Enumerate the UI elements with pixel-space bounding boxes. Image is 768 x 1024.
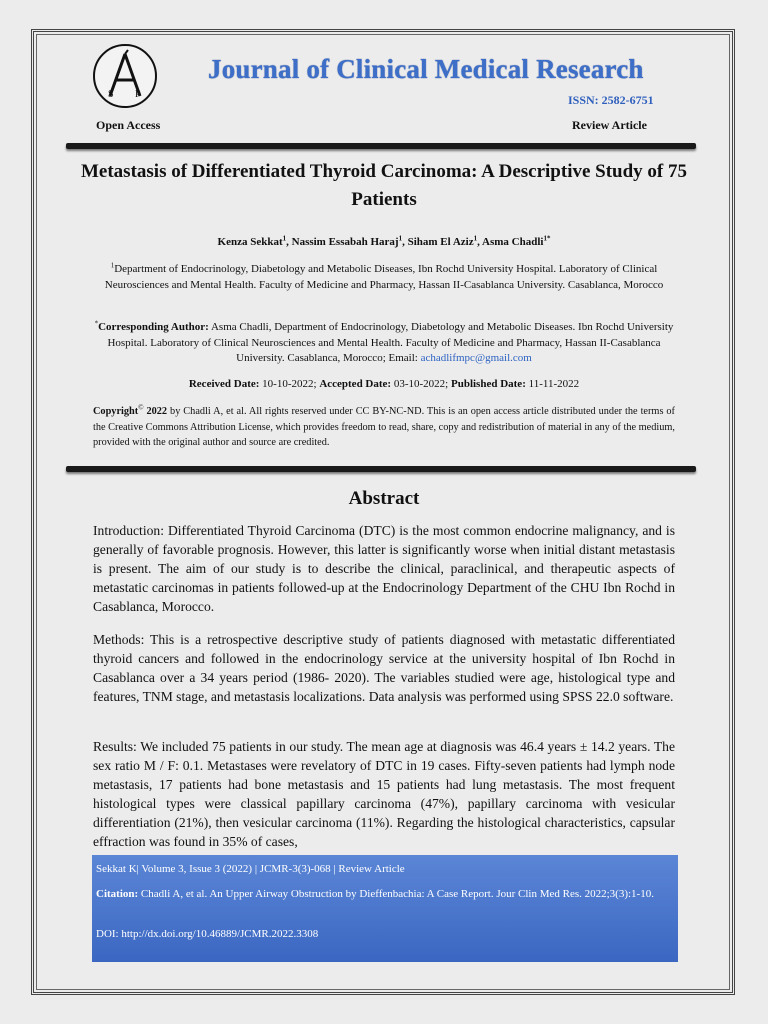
author-name: Asma Chadli bbox=[482, 236, 544, 248]
author-list: Kenza Sekkat$^1$, Nassim Essabah Haraj$^1$, Siham El Aziz$^1$, Asma Chadli$^{1*}$ bbox=[217, 234, 551, 248]
author-affiliation-mark: 1 bbox=[398, 234, 403, 243]
received-date: 10-10-2022; bbox=[259, 378, 320, 390]
journal-logo bbox=[93, 44, 157, 108]
copyright-label: Copyright bbox=[93, 406, 139, 417]
footer-citation bbox=[96, 887, 674, 902]
svg-text:P: P bbox=[135, 89, 141, 100]
accepted-label: Accepted Date: bbox=[319, 378, 392, 390]
published-date: 11-11-2022 bbox=[525, 378, 580, 390]
citation-text: Chadli A, et al. An Upper Airway Obstruction by Dieffenbachia: A Case Report. Jour Clin Med Res. 2022;3(3):1-10. bbox=[138, 888, 654, 900]
published-label: Published Date: bbox=[450, 378, 526, 390]
corresponding-label: Corresponding Author: bbox=[98, 321, 209, 333]
article-dates bbox=[80, 378, 688, 390]
header-divider bbox=[66, 143, 696, 149]
journal-title: Journal of Clinical Medical Research bbox=[208, 54, 644, 84]
svg-text:S: S bbox=[108, 89, 114, 100]
citation-footer bbox=[92, 855, 678, 962]
affiliation-text: Department of Endocrinology, Diabetology and Metabolic Diseases, Ibn Rochd University Hospital. Laboratory of Clinical Neurosciences and Mental Health. Faculty of Medicine and Pharmacy, Hassan II-Casablanca University. Casablanca, Morocco bbox=[104, 263, 664, 291]
received-label: Received Date: bbox=[188, 378, 260, 390]
footer-volume-line: Sekkat K| Volume 3, Issue 3 (2022) | JCMR-3(3)-068 | Review Article bbox=[96, 863, 405, 875]
affiliation bbox=[92, 262, 676, 293]
abstract-introduction: Introduction: Differentiated Thyroid Carcinoma (DTC) is the most common endocrine malignancy, and is generally of favorable prognosis. However, this latter is significantly worse when initial distant metastasis is present. The aim of our study is to describe the clinical, paraclinical, and therapeutic aspects of metastatic carcinomas in patients followed-up at the Endocrinology Department of the CHU Ibn Rochd in Casablanca, Morocco. bbox=[93, 523, 675, 614]
copyright-year: 2022 bbox=[143, 406, 168, 417]
author-name: Kenza Sekkat bbox=[217, 236, 283, 248]
abstract-methods: Methods: This is a retrospective descriptive study of patients diagnosed with metastatic differentiated thyroid cancers and followed in the endocrinology service at the university hospital of Ibn Rochd in Casablanca over a 34 years period (1986- 2020). The variables studied were age, histological type and features, TNM stage, and metastasis localizations. Data analysis was performed using SPSS 22.0 software. bbox=[93, 632, 675, 704]
email-link[interactable]: achadlifmpc@gmail.com bbox=[420, 352, 532, 364]
affiliation-mark: 1 bbox=[110, 261, 115, 270]
abstract-results: Results: We included 75 patients in our study. The mean age at diagnosis was 46.4 years ± 14.2 years. The sex ratio M / F: 0.1. Metastases were revelatory of DTC in 19 cases. Fifty-seven patients had lymph node metastasis, 17 patients had bone metastasis and 15 patients had lung metastasis. The most frequent histological types were classical papillary carcinoma (47%), papillary carcinoma with vesicular differentiation (21%), then vesicular carcinoma (11%). Regarding the histological characteristics, capsular effraction was found in 35% of cases, bbox=[93, 739, 675, 849]
corresponding-author bbox=[92, 320, 676, 367]
citation-label: Citation: bbox=[96, 888, 139, 900]
corresponding-text: Asma Chadli, Department of Endocrinology, Diabetology and Metabolic Diseases. Ibn Rochd University Hospital. Laboratory of Clinical Neurosciences and Mental Health. Faculty of Medicine and Pharmacy, Hassan II-Casablanca University. Casablanca, Morocco; Email: bbox=[107, 321, 674, 364]
author-affiliation-mark: 1 bbox=[473, 234, 478, 243]
copyright-notice bbox=[93, 404, 675, 451]
author-name: Nassim Essabah Haraj bbox=[291, 236, 399, 248]
article-title: Metastasis of Differentiated Thyroid Carcinoma: A Descriptive Study of 75 Patients bbox=[80, 161, 688, 210]
doi-link[interactable]: DOI: http://dx.doi.org/10.46889/JCMR.2022.3308 bbox=[96, 928, 319, 940]
accepted-date: 03-10-2022; bbox=[391, 378, 451, 390]
issn-label: ISSN: 2582-6751 bbox=[568, 93, 654, 107]
abstract-divider bbox=[66, 466, 696, 472]
corresponding-mark: * bbox=[94, 319, 99, 328]
copyright-text: by Chadli A, et al. All rights reserved under CC BY-NC-ND. This is an open access article distributed under the terms of the Creative Commons Attribution License, which provides freedom to read, share, copy and redistribution of material in any of the medium, provided with the original author and source are credited. bbox=[93, 406, 675, 448]
logo-a-icon bbox=[95, 46, 155, 106]
author-affiliation-mark: 1* bbox=[543, 234, 551, 243]
author-name: Siham El Aziz bbox=[407, 236, 474, 248]
abstract-heading: Abstract bbox=[348, 488, 420, 509]
copyright-symbol: © bbox=[138, 403, 144, 412]
article-type-label: Review Article bbox=[572, 118, 647, 132]
open-access-label: Open Access bbox=[96, 118, 161, 132]
author-affiliation-mark: 1 bbox=[282, 234, 287, 243]
